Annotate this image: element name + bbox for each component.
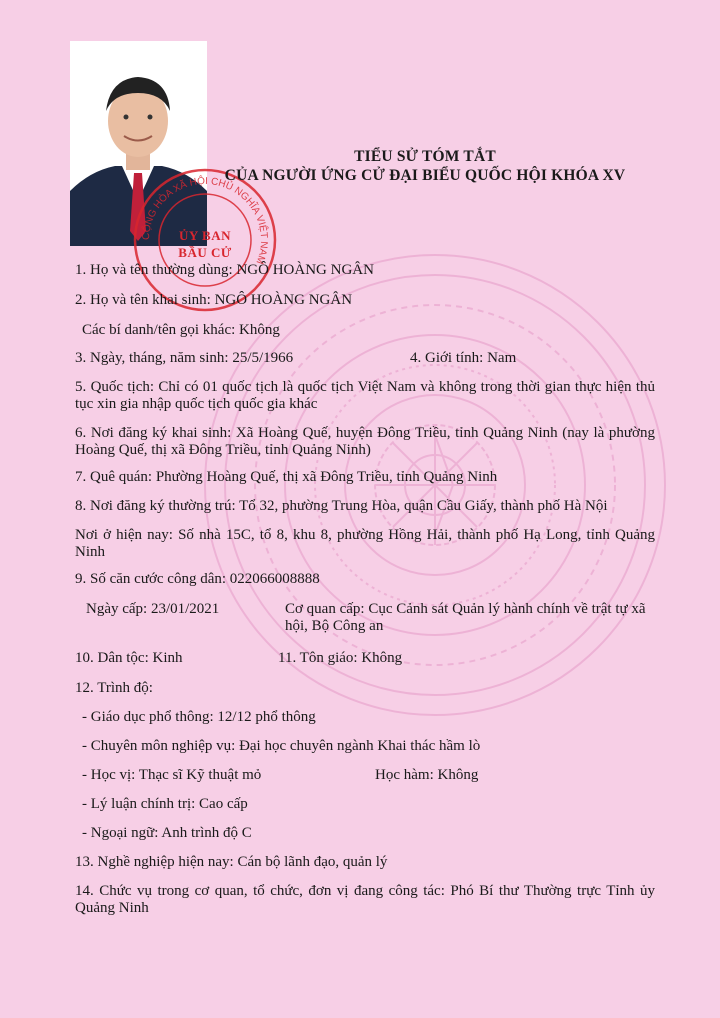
field-nationality: 5. Quốc tịch: Chỉ có 01 quốc tịch là quốc tịch Việt Nam và không trong thời gian thực hiện thủ tục xin gia nhập quốc tịch quốc gia khác [75, 379, 655, 412]
field-hometown: 7. Quê quán: Phường Hoàng Quế, thị xã Đông Triều, tỉnh Quảng Ninh [75, 469, 498, 485]
field-academic-degree: - Học vị: Thạc sĩ Kỹ thuật mỏ [82, 767, 262, 783]
field-permanent-residence: 8. Nơi đăng ký thường trú: Tổ 32, phường Trung Hòa, quận Cầu Giấy, thành phố Hà Nội [75, 498, 608, 514]
document-subtitle: CỦA NGƯỜI ỨNG CỬ ĐẠI BIỂU QUỐC HỘI KHÓA XV [224, 167, 626, 184]
field-birth-name: 2. Họ và tên khai sinh: NGÔ HOÀNG NGÂN [75, 292, 353, 308]
field-ethnicity: 10. Dân tộc: Kinh [75, 650, 183, 666]
field-gender: 4. Giới tính: Nam [410, 350, 517, 366]
field-date-of-birth: 3. Ngày, tháng, năm sinh: 25/5/1966 [75, 350, 294, 366]
field-citizen-id: 9. Số căn cước công dân: 022066008888 [75, 571, 320, 587]
field-id-issuing-agency: Cơ quan cấp: Cục Cảnh sát Quản lý hành chính về trật tự xã hội, Bộ Công an [285, 601, 646, 634]
field-id-issue-date: Ngày cấp: 23/01/2021 [86, 601, 220, 617]
field-aliases: Các bí danh/tên gọi khác: Không [82, 322, 280, 338]
field-academic-title: Học hàm: Không [375, 767, 479, 783]
field-education-heading: 12. Trình độ: [75, 680, 153, 696]
field-current-occupation: 13. Nghề nghiệp hiện nay: Cán bộ lãnh đạo, quản lý [75, 854, 388, 870]
field-religion: 11. Tôn giáo: Không [278, 650, 403, 666]
field-political-theory: - Lý luận chính trị: Cao cấp [82, 796, 248, 812]
field-general-education: - Giáo dục phổ thông: 12/12 phổ thông [82, 709, 316, 725]
field-current-residence: Nơi ở hiện nay: Số nhà 15C, tổ 8, khu 8, phường Hồng Hải, thành phố Hạ Long, tỉnh Quảng Ninh [75, 527, 655, 560]
field-id-issuing-agency-line [285, 601, 655, 635]
document-title: TIỂU SỬ TÓM TẮT [354, 148, 496, 165]
svg-text:CỘNG HÒA XÃ HỘI CHỦ NGHĨA VIỆT: CỘNG HÒA XÃ HỘI CHỦ NGHĨA VIỆT NAM [140, 175, 270, 266]
seal-text-line1: ỦY BAN [179, 228, 231, 243]
field-birth-registration: 6. Nơi đăng ký khai sinh: Xã Hoàng Quế, huyện Đông Triều, tỉnh Quảng Ninh (nay là phường Hoàng Quế, thị xã Đông Triều, tỉnh Quảng Ninh) [75, 425, 655, 458]
field-professional-qualification: - Chuyên môn nghiệp vụ: Đại học chuyên ngành Khai thác hầm lò [82, 738, 481, 754]
seal-text-line2: BẦU CỬ [178, 245, 232, 260]
field-current-position: 14. Chức vụ trong cơ quan, tổ chức, đơn vị đang công tác: Phó Bí thư Thường trực Tỉnh ủy Quảng Ninh [75, 883, 655, 916]
field-foreign-language: - Ngoại ngữ: Anh trình độ C [82, 825, 252, 841]
field-common-name: 1. Họ và tên thường dùng: NGÔ HOÀNG NGÂN [75, 262, 374, 278]
